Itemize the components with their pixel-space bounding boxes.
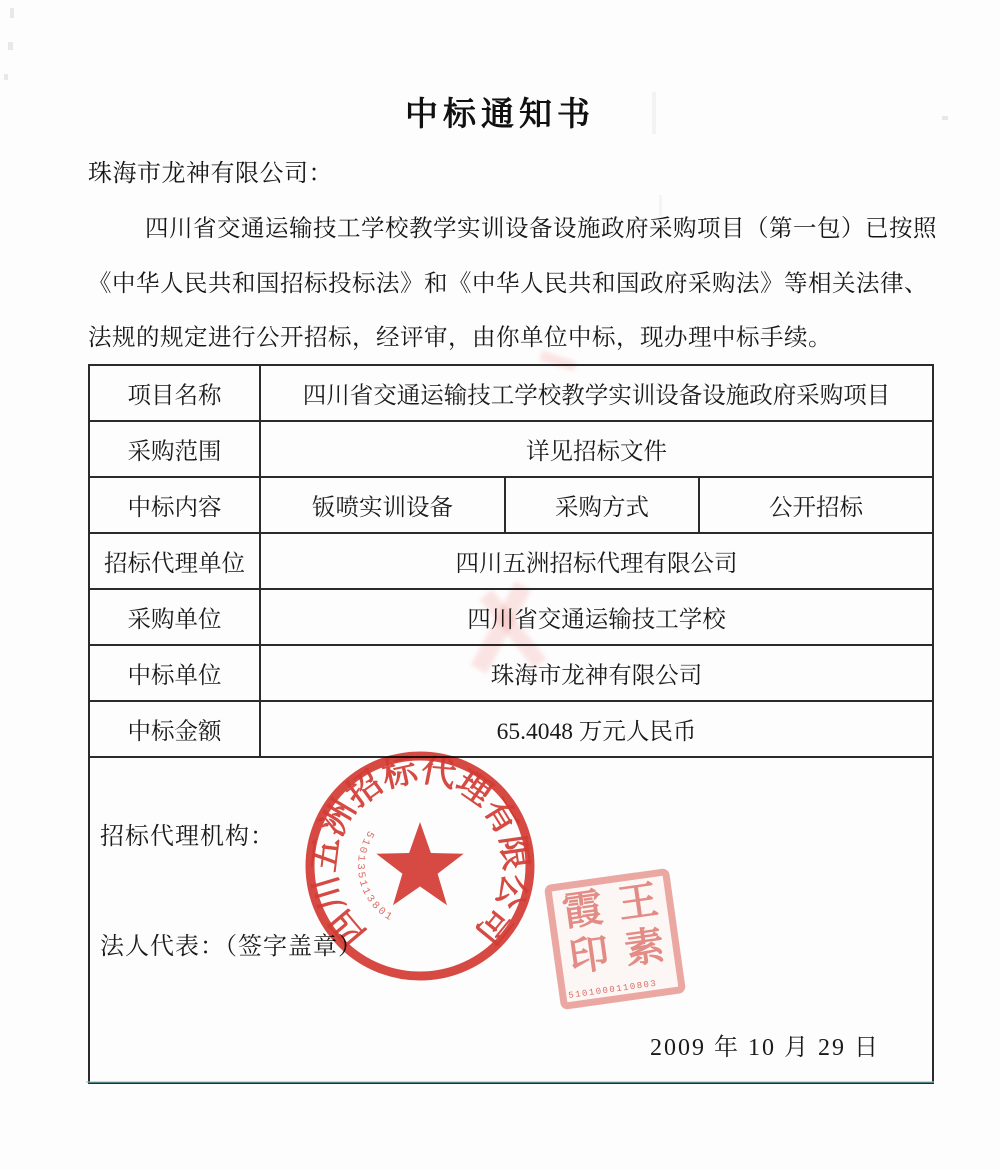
name-seal-char-bottom-right: 素 [621, 922, 668, 973]
amount-value: 65.4048 万元人民币 [260, 701, 933, 757]
purchaser-label: 采购单位 [89, 589, 260, 645]
legal-rep-signature-label: 法人代表：（签字盖章） [100, 934, 363, 960]
name-seal-number: 5101000110803 [567, 978, 659, 1001]
name-seal-char-bottom-left: 印 [566, 930, 612, 981]
date-line: 2009 年 10 月 29 日 [650, 1035, 881, 1061]
table-row-project-name [89, 365, 933, 421]
procurement-method-value: 公开招标 [699, 477, 933, 533]
project-name-label: 项目名称 [89, 365, 260, 421]
body-line-3: 法规的规定进行公开招标，经评审，由你单位中标，现办理中标手续。 [88, 325, 832, 351]
seal-star-icon [376, 822, 463, 905]
personal-name-seal [544, 868, 686, 1010]
agency-value: 四川五洲招标代理有限公司 [260, 533, 933, 589]
procurement-scope-value: 详见招标文件 [260, 421, 933, 477]
scan-speck [4, 74, 8, 80]
name-seal-char-top-right: 王 [615, 876, 662, 927]
scan-speck [10, 8, 14, 18]
scan-speck [652, 92, 656, 134]
procurement-method-label: 采购方式 [505, 477, 699, 533]
table-row-award-content [89, 477, 933, 533]
winner-label: 中标单位 [89, 645, 260, 701]
scan-speck [942, 116, 948, 120]
procurement-scope-label: 采购范围 [89, 421, 260, 477]
name-seal-char-top-left: 霞 [559, 884, 606, 935]
agency-signature-label: 招标代理机构： [100, 824, 275, 850]
project-name-value: 四川省交通运输技工学校教学实训设备设施政府采购项目 [260, 365, 933, 421]
body-line-1: 四川省交通运输技工学校教学实训设备设施政府采购项目（第一包）已按照 [145, 216, 937, 242]
name-seal-characters [552, 876, 676, 983]
scan-speck [659, 195, 662, 225]
document-title: 中标通知书 [405, 97, 595, 133]
table-row-winner [89, 645, 933, 701]
seal-registration-number: 510135113801 [353, 828, 396, 925]
scan-speck [8, 42, 13, 50]
amount-label: 中标金额 [89, 701, 260, 757]
round-company-seal [295, 741, 545, 991]
svg-text:510135113801 [354, 828, 396, 925]
winner-value: 珠海市龙神有限公司 [260, 645, 933, 701]
body-paragraph [88, 202, 936, 366]
award-content-value: 钣喷实训设备 [260, 477, 505, 533]
agency-label: 招标代理单位 [89, 533, 260, 589]
table-row-agency [89, 533, 933, 589]
table-row-procurement-scope [89, 421, 933, 477]
scan-edge-line [86, 1081, 934, 1083]
seal-company-name: 四川五洲招标代理有限公司 [306, 752, 534, 952]
body-line-2: 《中华人民共和国招标投标法》和《中华人民共和国政府采购法》等相关法律、 [88, 270, 928, 297]
addressee-line: 珠海市龙神有限公司： [88, 161, 333, 187]
award-content-label: 中标内容 [89, 477, 260, 533]
purchaser-value: 四川省交通运输技工学校 [260, 589, 933, 645]
